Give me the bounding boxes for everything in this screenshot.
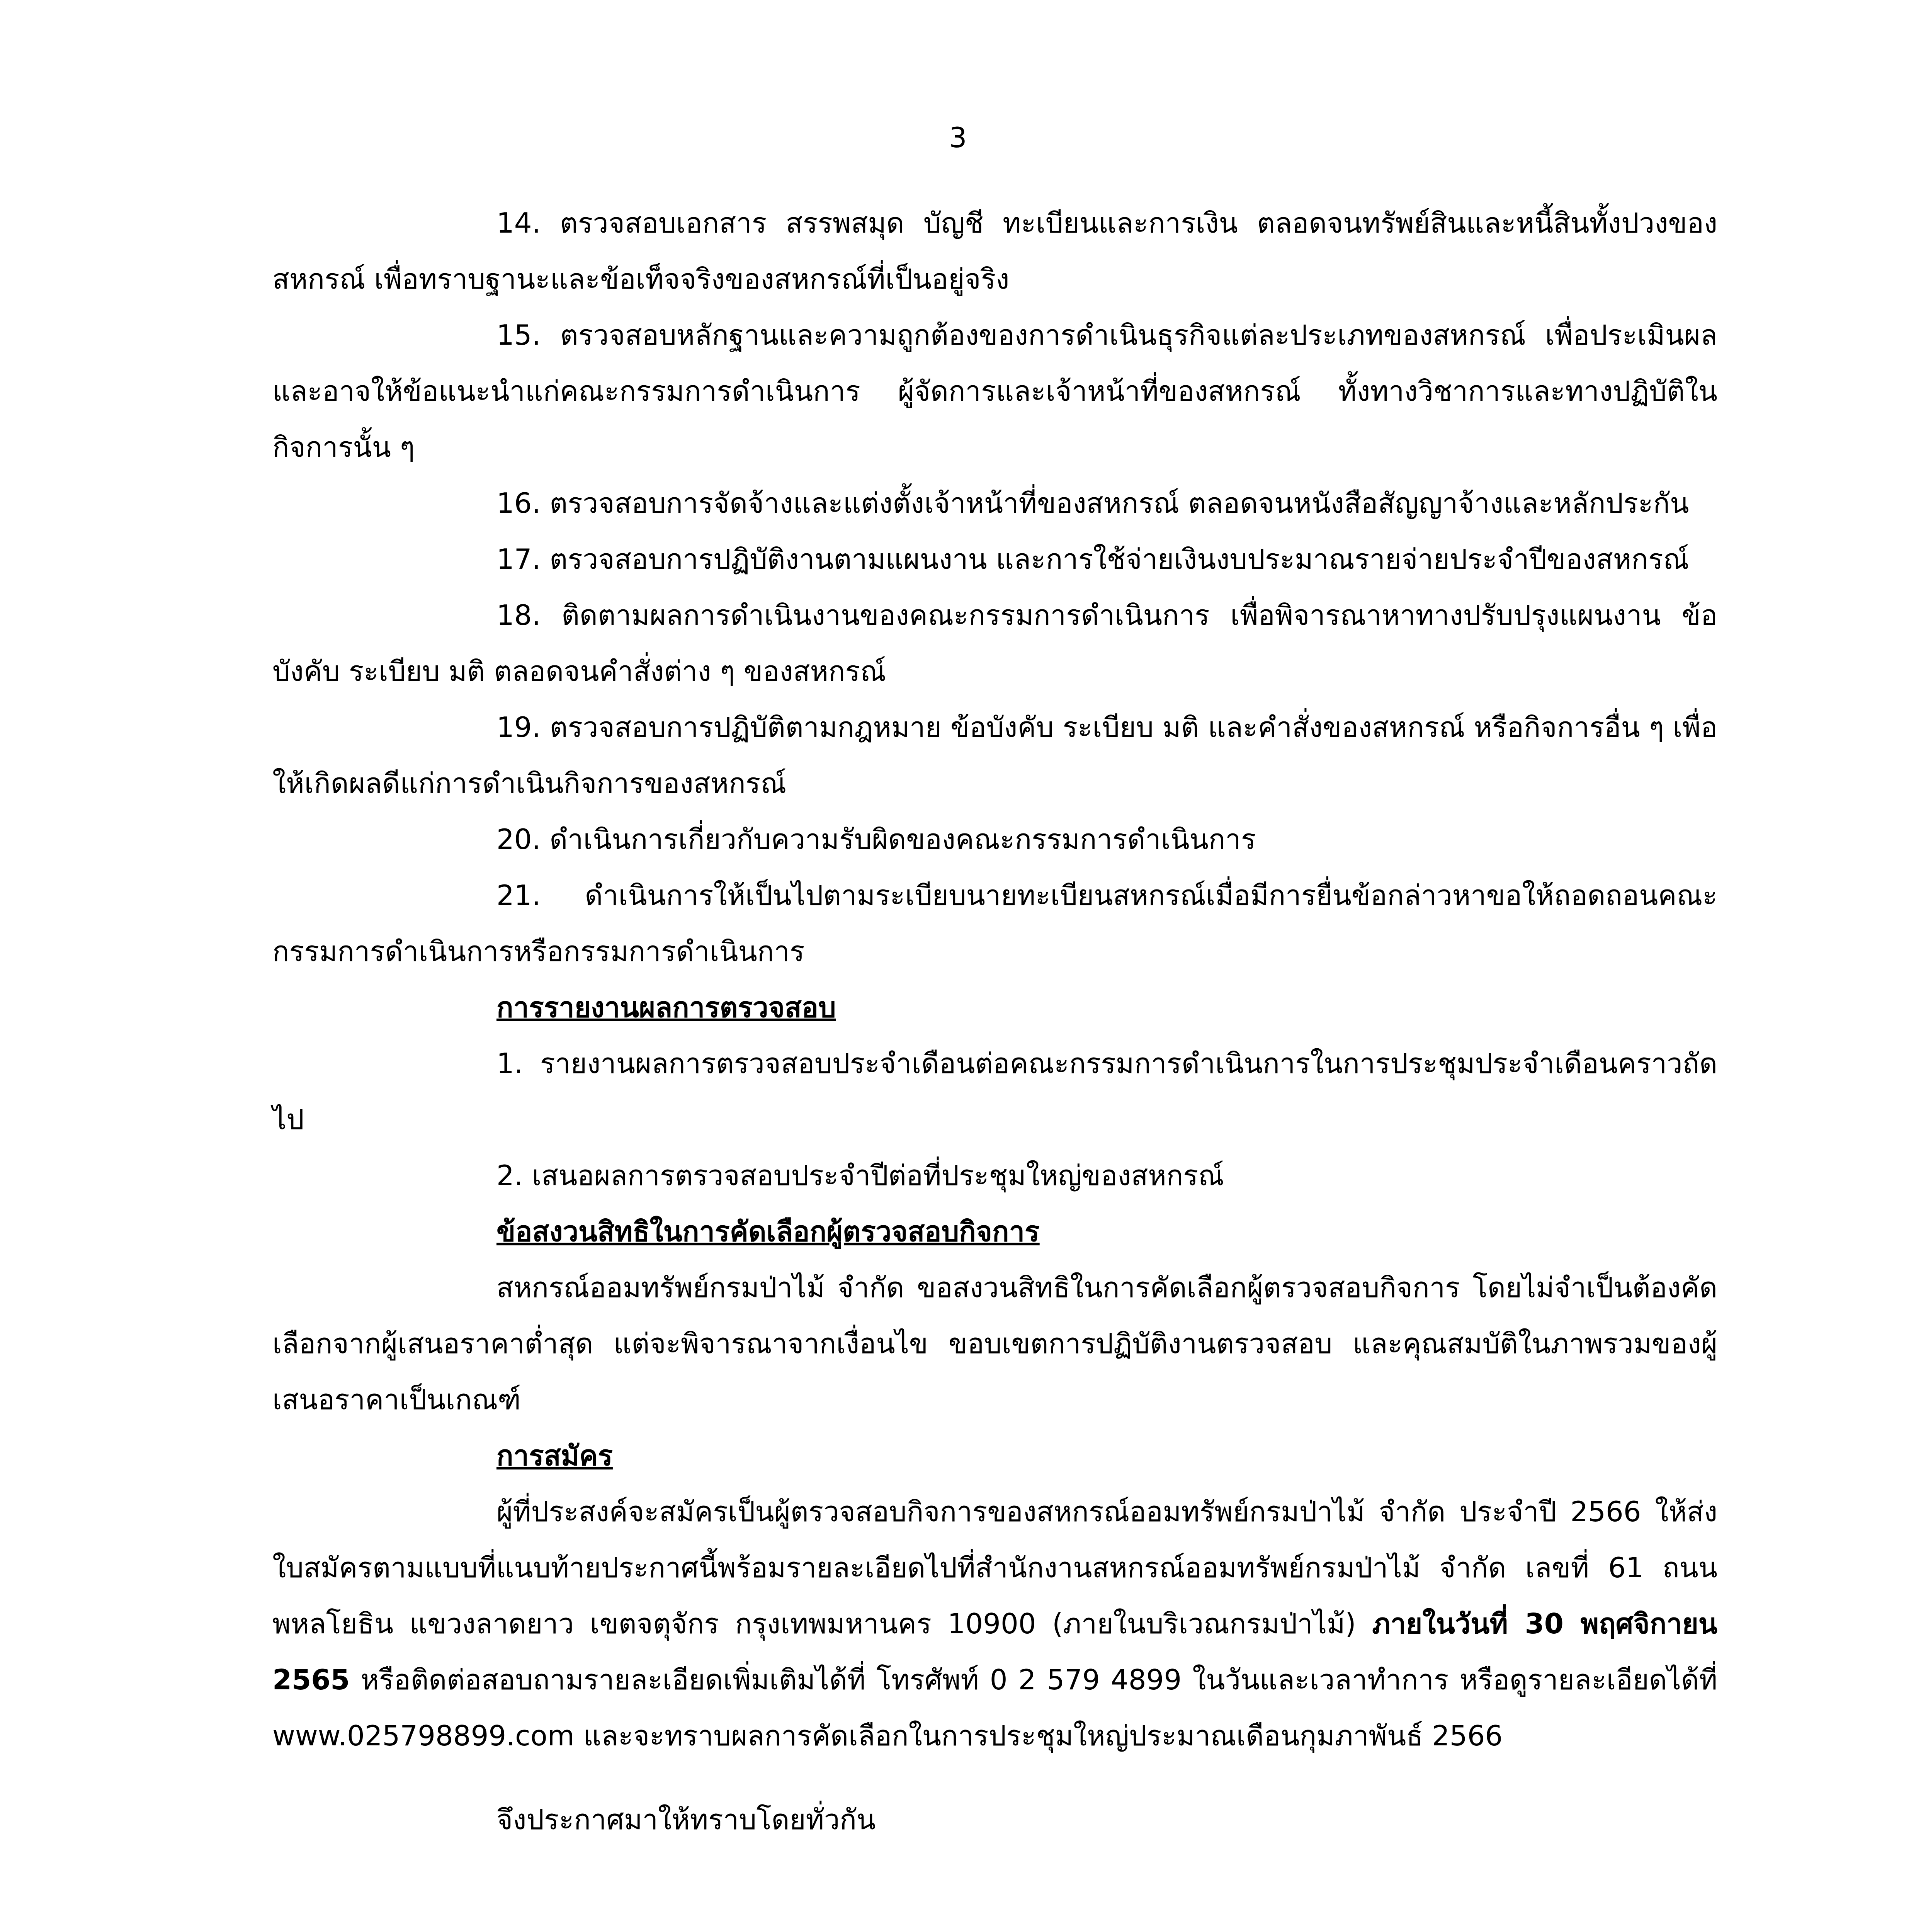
apply-heading: การสมัคร — [496, 1439, 613, 1472]
apply-text-before: ผู้ที่ประสงค์จะสมัครเป็นผู้ตรวจสอบกิจการของสหกรณ์ออมทรัพย์กรมป่าไม้ จำกัด ประจำปี 2566 ให้ส่งใบสมัครตามแบบที่แนบท้ายประกาศนี้พร้อมรายละเอียดไปที่สำนักงานสหกรณ์ออมทรัพย์กรมป่าไม้ จำกัด เลขที่ 61 ถนนพหลโยธิน แขวงลาดยาว เขตจตุจักร กรุงเทพมหานคร 10900 (ภายในบริเวณกรมป่าไม้) — [272, 1495, 1717, 1640]
item-number: 21. — [496, 879, 541, 912]
report-heading: การรายงานผลการตรวจสอบ — [496, 991, 836, 1024]
item-number: 19. — [496, 711, 541, 743]
list-item-18 — [272, 587, 1717, 699]
item-number: 2. — [496, 1159, 523, 1192]
rights-heading: ข้อสงวนสิทธิในการคัดเลือกผู้ตรวจสอบกิจการ — [496, 1215, 1040, 1248]
apply-paragraph — [272, 1484, 1717, 1764]
list-item-19 — [272, 699, 1717, 811]
list-item-17 — [272, 531, 1717, 587]
item-number: 14. — [496, 207, 541, 239]
list-item-14 — [272, 195, 1717, 307]
rights-paragraph: สหกรณ์ออมทรัพย์กรมป่าไม้ จำกัด ขอสงวนสิทธิในการคัดเลือกผู้ตรวจสอบกิจการ โดยไม่จำเป็นต้องคัดเลือกจากผู้เสนอราคาต่ำสุด แต่จะพิจารณาจากเงื่อนไข ขอบเขตการปฏิบัติงานตรวจสอบ และคุณสมบัติในภาพรวมของผู้เสนอราคาเป็นเกณฑ์ — [272, 1271, 1717, 1416]
apply-text-after: หรือติดต่อสอบถามรายละเอียดเพิ่มเติมได้ที่ โทรศัพท์ 0 2 579 4899 ในวันและเวลาทำการ หรือดูรายละเอียดได้ที่ www.025798899.com และจะทราบผลการคัดเลือกในการประชุมใหญ่ประมาณเดือนกุมภาพันธ์ 2566 — [272, 1663, 1717, 1752]
item-text: ติดตามผลการดำเนินงานของคณะกรรมการดำเนินการ เพื่อพิจารณาหาทางปรับปรุงแผนงาน ข้อบังคับ ระเบียบ มติ ตลอดจนคำสั่งต่าง ๆ ของสหกรณ์ — [272, 599, 1718, 687]
list-item-16 — [272, 475, 1717, 531]
list-item-20 — [272, 811, 1717, 867]
item-text: ดำเนินการเกี่ยวกับความรับผิดของคณะกรรมการดำเนินการ — [549, 823, 1256, 855]
item-text: ตรวจสอบการปฏิบัติตามกฎหมาย ข้อบังคับ ระเบียบ มติ และคำสั่งของสหกรณ์ หรือกิจการอื่น ๆ เพื่อให้เกิดผลดีแก่การดำเนินกิจการของสหกรณ์ — [272, 711, 1717, 799]
page-number: 3 — [949, 121, 967, 154]
apply-deadline: ภายในวันที่ 30 พฤศจิกายน 2565 — [272, 1607, 1718, 1696]
item-number: 20. — [496, 823, 541, 855]
item-number: 18. — [496, 599, 541, 631]
item-number: 17. — [496, 543, 541, 575]
list-item-21 — [272, 867, 1717, 980]
item-text: ดำเนินการให้เป็นไปตามระเบียบนายทะเบียนสหกรณ์เมื่อมีการยื่นข้อกล่าวหาขอให้ถอดถอนคณะกรรมการดำเนินการหรือกรรมการดำเนินการ — [272, 879, 1717, 968]
item-text: ตรวจสอบหลักฐานและความถูกต้องของการดำเนินธุรกิจแต่ละประเภทของสหกรณ์ เพื่อประเมินผลและอาจให้ข้อแนะนำแก่คณะกรรมการดำเนินการ ผู้จัดการและเจ้าหน้าที่ของสหกรณ์ ทั้งทางวิชาการและทางปฏิบัติในกิจการนั้น ๆ — [272, 319, 1717, 463]
item-text: ตรวจสอบการจัดจ้างและแต่งตั้งเจ้าหน้าที่ของสหกรณ์ ตลอดจนหนังสือสัญญาจ้างและหลักประกัน — [549, 487, 1689, 519]
document-body — [272, 195, 1717, 1848]
report-item-1 — [272, 1036, 1717, 1148]
item-text: เสนอผลการตรวจสอบประจำปีต่อที่ประชุมใหญ่ของสหกรณ์ — [532, 1159, 1224, 1192]
item-text: ตรวจสอบการปฏิบัติงานตามแผนงาน และการใช้จ่ายเงินงบประมาณรายจ่ายประจำปีของสหกรณ์ — [549, 543, 1689, 575]
report-item-2 — [272, 1148, 1717, 1204]
item-number: 1. — [496, 1047, 523, 1080]
item-text: ตรวจสอบเอกสาร สรรพสมุด บัญชี ทะเบียนและการเงิน ตลอดจนทรัพย์สินและหนี้สินทั้งปวงของสหกรณ์ เพื่อทราบฐานะและข้อเท็จจริงของสหกรณ์ที่เป็นอยู่จริง — [272, 207, 1717, 295]
closing-statement: จึงประกาศมาให้ทราบโดยทั่วกัน — [496, 1803, 876, 1836]
list-item-15 — [272, 307, 1717, 475]
item-text: รายงานผลการตรวจสอบประจำเดือนต่อคณะกรรมการดำเนินการในการประชุมประจำเดือนคราวถัดไป — [272, 1047, 1717, 1136]
item-number: 16. — [496, 487, 541, 519]
item-number: 15. — [496, 319, 541, 351]
